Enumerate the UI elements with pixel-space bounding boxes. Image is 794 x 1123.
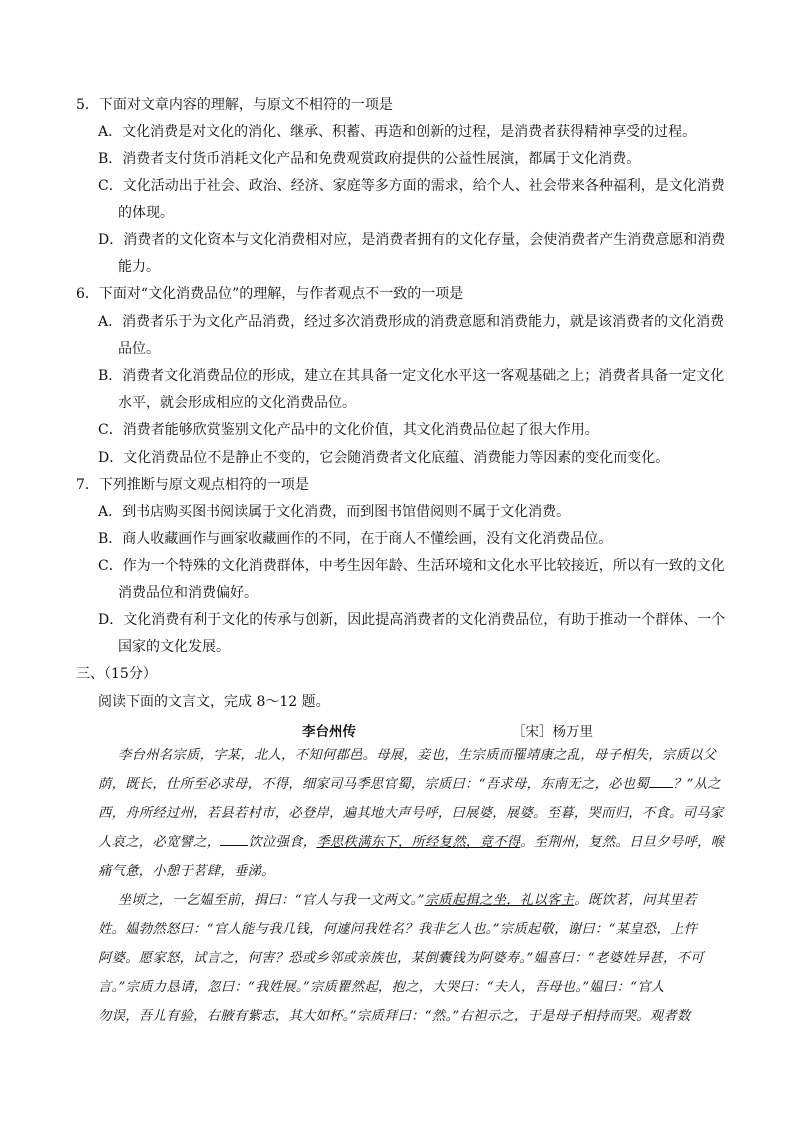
underlined-sentence-2: 宗质起揖之坐，礼以客主: [424, 893, 575, 908]
question-6-option-b: B．消费者文化消费品位的形成，建立在其具备一定文化水平这一客观基础之上；消费者具备一定文化: [98, 368, 725, 384]
question-6-option-c: C．消费者能够欣赏鉴别文化产品中的文化价值，其文化消费品位起了很大作用。: [98, 422, 599, 438]
question-7-stem: 7．下列推断与原文观点相符的一项是: [76, 477, 309, 493]
question-5-option-c-cont: 的体现。: [118, 205, 174, 221]
passage-line-2: [98, 775, 721, 795]
question-6-option-a-cont: 品位。: [118, 341, 160, 357]
question-6-option-d: D．文化消费品位不是静止不变的，它会随消费者文化底蕴、消费能力等因素的变化而变化。: [98, 450, 670, 466]
passage-line-4-tail: 。至荆州，复然。日旦夕号呼，喉: [520, 835, 725, 850]
passage-line-1: 李台州名宗质，字某，北人，不知何郡邑。母展，妾也，生宗质而罹靖康之乱，母子相失，宗质以父: [118, 748, 717, 763]
fill-blank-2: [220, 833, 248, 846]
question-7-option-c: C．作为一个特殊的文化消费群体，中考生因年龄、生活环境和文化水平比较接近，所以有一致的文化: [98, 558, 725, 574]
question-7-option-b: B．商人收藏画作与画家收藏画作的不同，在于商人不懂绘画，没有文化消费品位。: [98, 531, 613, 547]
question-5-stem: 5．下面对文章内容的理解，与原文不相符的一项是: [76, 97, 393, 113]
question-6-option-a: A．消费者乐于为文化产品消费，经过多次消费形成的消费意愿和消费能力，就是该消费者的文化消费: [98, 314, 725, 330]
passage-line-4-text: 人哀之，必宽譬之，: [98, 835, 221, 850]
fill-blank-1: [649, 775, 673, 788]
passage-line-4-mid: 饮泣强食，: [248, 835, 317, 850]
question-6-option-b-cont: 水平，就会形成相应的文化消费品位。: [118, 395, 356, 411]
passage-author: ［宋］杨万里: [512, 724, 593, 740]
passage-line-9: 言。”宗质力恳请，忽曰：“我姓展。”宗质瞿然起，抱之，大哭曰：“夫人，吾母也。”媪曰：“官人: [98, 980, 665, 995]
passage-line-2-text: 荫，既长，仕所至必求母，不得，细家司马季思官蜀，宗质曰：“吾求母，东南无之，必也蜀: [98, 777, 649, 792]
underlined-sentence-1: 季思秩满东下，所经复然，竟不得: [316, 835, 521, 850]
passage-line-2-tail: ？”从之: [672, 777, 721, 792]
question-5-option-d-cont: 能力。: [118, 259, 160, 275]
question-5-option-c: C．文化活动出于社会、政治、经济、家庭等多方面的需求，给个人、社会带来各种福利，是文化消费: [98, 178, 725, 194]
passage-line-7: 姓。媪勃然怒曰：“官人能与我几钱，何遽问我姓名？我非乞人也。”宗质起敬，谢曰：“某皇恐，上忤: [98, 922, 698, 937]
section-3-heading: 三、（15分）: [76, 666, 157, 682]
question-7-option-a: A．到书店购买图书阅读属于文化消费，而到图书馆借阅则不属于文化消费。: [98, 504, 571, 520]
question-5-option-b: B．消费者支付货币消耗文化产品和免费观赏政府提供的公益性展演，都属于文化消费。: [98, 151, 641, 167]
question-5-option-d: D．消费者的文化资本与文化消费相对应，是消费者拥有的文化存量，会使消费者产生消费意愿和消费: [98, 232, 726, 248]
passage-line-6: [118, 891, 697, 911]
question-7-option-d: D．文化消费有利于文化的传承与创新，因此提高消费者的文化消费品位，有助于推动一个群体、一个: [98, 612, 726, 628]
question-6-stem: 6．下面对“文化消费品位”的理解，与作者观点不一致的一项是: [76, 286, 464, 302]
passage-line-8: 阿婆。愿家怒，试言之，何害？恐或乡邻或亲族也，某倒囊钱为阿婆寿。”媪喜曰：“老婆姓异甚，不可: [98, 951, 704, 966]
question-7-option-c-cont: 消费品位和消费偏好。: [118, 585, 258, 601]
passage-line-10: 勿误，吾儿有验，右腋有紫志，其大如杯。”宗质拜曰：“然。”右袒示之，于是母子相持而哭。观者数: [98, 1009, 691, 1024]
passage-line-5: 痛气惫，小憩于茗肆，垂涕。: [98, 864, 275, 879]
passage-line-6-tail: 。既饮茗，问其里若: [574, 893, 697, 908]
passage-line-6-text: 坐顷之，一乞媪至前，揖曰：“官人与我一文两文。”: [118, 893, 425, 908]
passage-line-4: [98, 833, 724, 853]
passage-title: 李台州传: [302, 724, 356, 740]
question-5-option-a: A．文化消费是对文化的消化、继承、积蓄、再造和创新的过程，是消费者获得精神享受的过程。: [98, 124, 697, 140]
passage-line-3: 西，舟所经过州，若县若村市，必登岸，遍其地大声号呼，曰展婆，展婆。至暮，哭而归，不食。司马家: [98, 806, 724, 821]
question-7-option-d-cont: 国家的文化发展。: [118, 639, 230, 655]
section-3-instruction: 阅读下面的文言文，完成 8～12 题。: [98, 694, 330, 710]
